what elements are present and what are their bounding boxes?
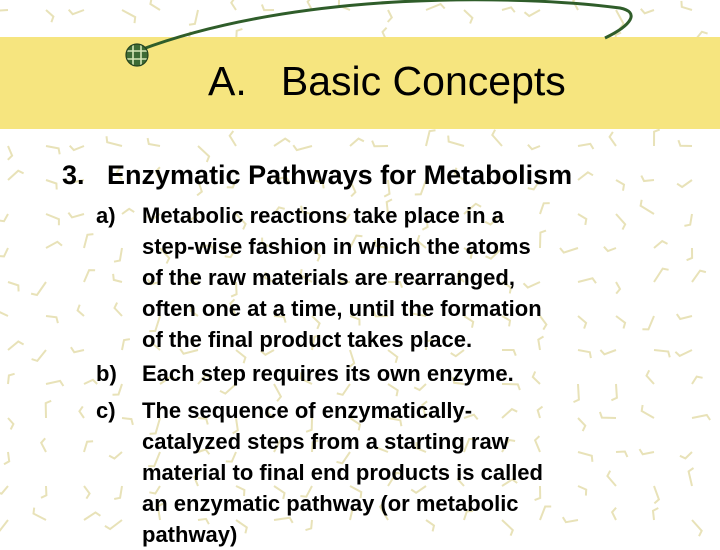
pattern-mark xyxy=(678,140,692,146)
pattern-mark xyxy=(78,305,84,316)
pattern-mark xyxy=(113,274,122,282)
pattern-mark xyxy=(46,381,63,386)
pattern-mark xyxy=(46,146,60,154)
text-line: of the final product takes place. xyxy=(142,327,473,352)
pattern-mark xyxy=(68,213,84,218)
pattern-mark xyxy=(84,441,93,452)
pattern-mark xyxy=(8,374,15,384)
pattern-mark xyxy=(70,146,84,150)
pattern-mark xyxy=(34,508,47,520)
pattern-mark xyxy=(46,242,62,248)
pattern-mark xyxy=(0,214,8,221)
pattern-mark xyxy=(31,282,46,295)
pattern-mark xyxy=(578,172,593,180)
pattern-mark xyxy=(41,438,46,452)
pattern-mark xyxy=(79,406,84,418)
pattern-mark xyxy=(46,214,59,225)
pattern-mark xyxy=(0,304,8,317)
pattern-mark xyxy=(46,180,57,190)
pattern-mark xyxy=(0,486,8,494)
pattern-mark xyxy=(578,144,593,149)
pattern-mark xyxy=(46,401,52,418)
globe-icon xyxy=(124,42,150,68)
pattern-mark xyxy=(109,452,122,459)
pattern-mark xyxy=(616,180,624,191)
item-marker: a) xyxy=(96,203,116,228)
pattern-mark xyxy=(677,180,692,187)
text-line: catalyzed steps from a starting raw xyxy=(142,429,509,454)
text-line: The sequence of enzymatically- xyxy=(142,398,473,423)
text-line: Metabolic reactions take place in a xyxy=(142,203,504,228)
pattern-mark xyxy=(528,145,540,150)
text-line: of the raw materials are rearranged, xyxy=(142,265,515,290)
pattern-mark xyxy=(84,486,90,499)
pattern-mark xyxy=(115,303,123,316)
pattern-mark xyxy=(105,520,122,529)
pattern-mark xyxy=(84,234,93,248)
pattern-mark xyxy=(8,342,24,351)
pattern-mark xyxy=(293,145,312,150)
pattern-mark xyxy=(8,282,19,291)
pattern-mark xyxy=(372,141,388,147)
pattern-mark xyxy=(114,486,122,499)
pattern-mark xyxy=(71,347,84,352)
pattern-mark xyxy=(0,248,8,256)
item-text xyxy=(142,200,702,355)
pattern-mark xyxy=(32,350,46,361)
text-line: Each step requires its own enzyme. xyxy=(142,361,514,386)
pattern-mark xyxy=(46,316,58,323)
text-line: often one at a time, until the formation xyxy=(142,296,542,321)
item-marker: b) xyxy=(96,361,117,386)
pattern-mark xyxy=(84,270,95,282)
item-text xyxy=(142,395,702,550)
pattern-mark xyxy=(8,146,12,160)
pattern-mark xyxy=(0,520,8,531)
text-line: an enzymatic pathway (or metabolic xyxy=(142,491,519,516)
section-heading: 3. Enzymatic Pathways for Metabolism xyxy=(62,160,573,190)
text-line: material to final end products is called xyxy=(142,460,543,485)
pattern-mark xyxy=(114,248,122,262)
pattern-mark xyxy=(84,512,100,520)
text-line: step-wise fashion in which the atoms xyxy=(142,234,531,259)
text-line: pathway) xyxy=(142,522,238,547)
pattern-mark xyxy=(8,171,24,180)
slide-title: A. Basic Concepts xyxy=(208,58,566,104)
pattern-mark xyxy=(122,339,130,350)
pattern-mark xyxy=(8,418,13,429)
item-text xyxy=(142,358,702,389)
item-marker: c) xyxy=(96,398,116,423)
pattern-mark xyxy=(4,452,9,464)
pattern-mark xyxy=(41,486,46,498)
pattern-mark xyxy=(641,176,654,181)
